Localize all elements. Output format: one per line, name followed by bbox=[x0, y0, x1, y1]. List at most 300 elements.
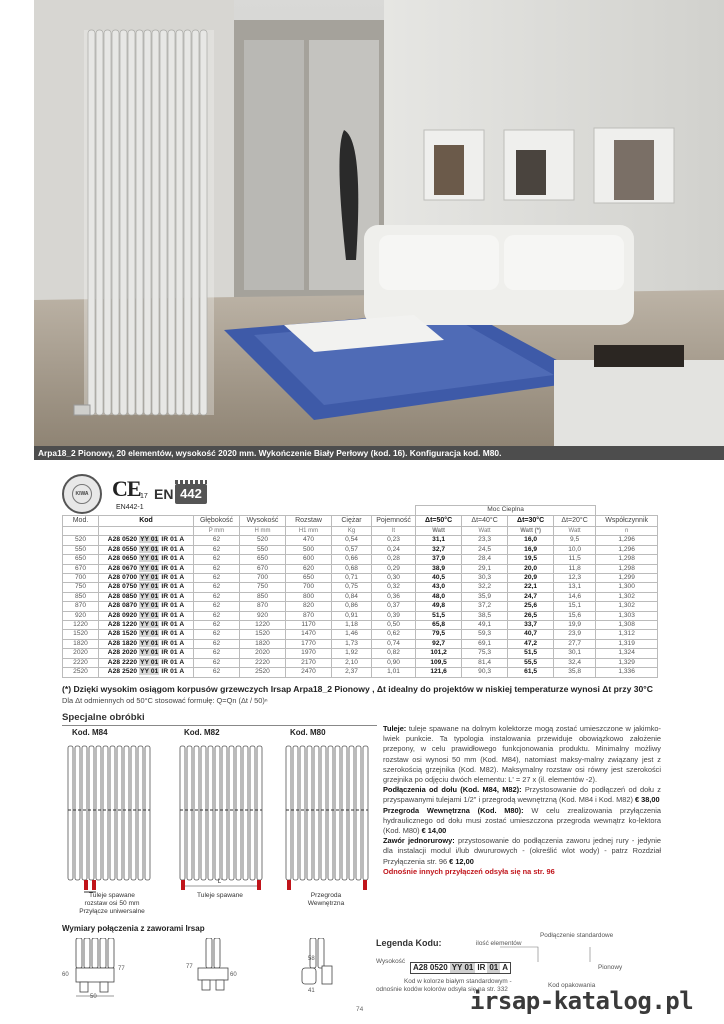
cell-w20: 23,9 bbox=[554, 630, 596, 639]
zaw-label: Zawór jednorurowy: bbox=[383, 836, 455, 846]
cell-n: 1,299 bbox=[596, 574, 658, 583]
cell-mod: 2520 bbox=[63, 668, 99, 677]
valve-drawing-1 bbox=[62, 938, 142, 1002]
pod-label: Podłączenia od dołu (Kod. M84, M82): bbox=[383, 785, 522, 795]
cell-lt: 0,23 bbox=[372, 536, 416, 545]
cell-p: 62 bbox=[194, 545, 240, 554]
variant-caption: rozstaw osi 50 mm bbox=[84, 900, 140, 907]
cell-h: 700 bbox=[240, 574, 286, 583]
cell-mod: 870 bbox=[63, 602, 99, 611]
cell-mod: 700 bbox=[63, 574, 99, 583]
cell-mod: 1820 bbox=[63, 639, 99, 648]
cell-w30: 47,2 bbox=[508, 639, 554, 648]
table-row bbox=[63, 668, 658, 677]
cell-lt: 0,37 bbox=[372, 602, 416, 611]
unit-cell: Kg bbox=[332, 527, 372, 536]
cell-mod: 850 bbox=[63, 592, 99, 601]
connection-drawing-2 bbox=[186, 938, 246, 1002]
cell-h1: 500 bbox=[286, 545, 332, 554]
cell-n: 1,302 bbox=[596, 592, 658, 601]
cell-kod bbox=[99, 621, 194, 630]
cell-n: 1,336 bbox=[596, 668, 658, 677]
cell-w30: 25,6 bbox=[508, 602, 554, 611]
cell-mod: 520 bbox=[63, 536, 99, 545]
hero-photo bbox=[34, 0, 724, 446]
cell-w30: 16,0 bbox=[508, 536, 554, 545]
cell-p: 62 bbox=[194, 592, 240, 601]
cell-p: 62 bbox=[194, 536, 240, 545]
kod-part: IR 01 bbox=[161, 621, 178, 629]
kod-part: IR 01 bbox=[161, 555, 178, 563]
cell-w30: 24,7 bbox=[508, 592, 554, 601]
legend-elements-label: ilość elementów bbox=[476, 940, 522, 947]
cell-h1: 620 bbox=[286, 564, 332, 573]
variant-caption: Tuleje spawane bbox=[197, 892, 243, 899]
kod-part: A bbox=[179, 592, 185, 600]
cell-kg: 1,73 bbox=[332, 639, 372, 648]
cell-h: 2020 bbox=[240, 649, 286, 658]
variant-m84 bbox=[62, 728, 162, 918]
kod-part: A bbox=[179, 611, 185, 619]
note-bold: (*) Dzięki wysokim osiągom korpusów grzewczych Irsap Arpa18_2 Pionowy , Δt idealny do projektów w niskiej temperaturze wynosi Δt przy 30°C bbox=[62, 684, 653, 694]
ce-year: 17 bbox=[140, 493, 148, 500]
kod-part: A28 0700 bbox=[107, 574, 138, 582]
cell-w20: 27,7 bbox=[554, 639, 596, 648]
kod-part: A28 2020 bbox=[107, 649, 138, 657]
photo-caption: Arpa18_2 Pionowy, 20 elementów, wysokość 2020 mm. Wykończenie Biały Perłowy (kod. 16). Konfiguracja kod. M80. bbox=[38, 448, 502, 458]
variant-caption: Przegroda bbox=[310, 892, 342, 899]
cell-kod bbox=[99, 630, 194, 639]
cell-kg: 0,57 bbox=[332, 545, 372, 554]
kod-part: YY 01 bbox=[140, 621, 159, 629]
table-header-row bbox=[63, 516, 658, 527]
unit-cell: Watt (*) bbox=[508, 527, 554, 536]
cell-h1: 870 bbox=[286, 611, 332, 620]
tuleje-label: Tuleje: bbox=[383, 724, 407, 733]
tuleje-text: tuleje spawane na dolnym kolektorze mogą zostać umieszczone w jakimko-lwiek punkcie. Ta typologia instalowania przewiduje obowiązkowo założenie przepony, w celu prawidłowego funkcjonowania produktu. Minimalny możliwy rozstaw osi wynosi 50 mm (Kod. M84), natomiast maksy-malny związany jest z szerokością grzejnika (Kod. M82). Maksymalny rozstaw osi równy jest szerokości grzejnika po odjęciu dwóch elementu: L' = 27 x (il. elementów -2). bbox=[383, 724, 661, 785]
variant-title: Kod. M80 bbox=[290, 728, 326, 737]
col-header: Pojemność bbox=[372, 516, 416, 527]
cell-kg: 0,86 bbox=[332, 602, 372, 611]
radiator-m82-drawing bbox=[170, 740, 270, 900]
pod-text: Przystosowanie do podłączeń od dołu z przyspawanymi tulejami 1/2" i przegrodą wewnętrzną (Kod. M84 i Kod. M82) bbox=[383, 785, 661, 805]
radiator-m84-drawing bbox=[62, 740, 162, 900]
cell-w30: 40,7 bbox=[508, 630, 554, 639]
kod-part: IR 01 bbox=[161, 592, 178, 600]
cell-h: 1820 bbox=[240, 639, 286, 648]
col-header: Δt=50°C bbox=[416, 516, 462, 527]
legend-title: Legenda Kodu: bbox=[376, 938, 442, 948]
cell-kod bbox=[99, 564, 194, 573]
cell-w20: 19,9 bbox=[554, 621, 596, 630]
kod-part: YY 01 bbox=[140, 630, 159, 638]
kod-part: YY 01 bbox=[140, 668, 159, 676]
col-header: Ciężar bbox=[332, 516, 372, 527]
page-number: 74 bbox=[356, 1006, 364, 1013]
table-row bbox=[63, 574, 658, 583]
cell-p: 62 bbox=[194, 555, 240, 564]
kod-part: A28 1220 bbox=[107, 621, 138, 629]
col-header: Rozstaw bbox=[286, 516, 332, 527]
cell-h1: 1470 bbox=[286, 630, 332, 639]
kod-part: A bbox=[179, 536, 185, 544]
kod-part: YY 01 bbox=[140, 611, 159, 619]
cell-h1: 800 bbox=[286, 592, 332, 601]
cell-h: 850 bbox=[240, 592, 286, 601]
cell-w20: 13,1 bbox=[554, 583, 596, 592]
unit-cell: n bbox=[596, 527, 658, 536]
kod-part: IR 01 bbox=[161, 574, 178, 582]
cell-w40: 24,5 bbox=[462, 545, 508, 554]
cell-mod: 750 bbox=[63, 583, 99, 592]
variant-caption: Przyłącze uniwersalne bbox=[79, 908, 145, 915]
cell-kg: 0,75 bbox=[332, 583, 372, 592]
legend-package-label: Kod opakowania bbox=[548, 982, 596, 989]
kod-part: A bbox=[179, 658, 185, 666]
kod-part: A28 0520 bbox=[107, 536, 138, 544]
cell-w40: 49,1 bbox=[462, 621, 508, 630]
cell-w20: 10,0 bbox=[554, 545, 596, 554]
cell-h: 870 bbox=[240, 602, 286, 611]
cell-h1: 1970 bbox=[286, 649, 332, 658]
cell-p: 62 bbox=[194, 602, 240, 611]
dim-a1: 60 bbox=[62, 972, 69, 978]
cell-n: 1,296 bbox=[596, 536, 658, 545]
table-row bbox=[63, 639, 658, 648]
kod-part: A28 1820 bbox=[107, 639, 138, 647]
cell-w40: 23,3 bbox=[462, 536, 508, 545]
variant-caption: Tuleje spawane bbox=[89, 892, 135, 899]
cell-h1: 2470 bbox=[286, 668, 332, 677]
cell-w50: 109,5 bbox=[416, 658, 462, 667]
legend-leader-lines bbox=[410, 944, 620, 964]
code-part: YY 01 bbox=[451, 963, 474, 972]
cell-w40: 28,4 bbox=[462, 555, 508, 564]
cell-w40: 35,9 bbox=[462, 592, 508, 601]
kod-part: YY 01 bbox=[140, 555, 159, 563]
cell-w50: 101,2 bbox=[416, 649, 462, 658]
spec-table-body bbox=[63, 536, 658, 677]
kod-part: YY 01 bbox=[140, 658, 159, 666]
dim-c2: 41 bbox=[308, 988, 315, 994]
cell-h1: 650 bbox=[286, 574, 332, 583]
ce-mark: CE bbox=[112, 476, 141, 501]
cell-w50: 51,5 bbox=[416, 611, 462, 620]
table-unit-row bbox=[63, 527, 658, 536]
cell-w30: 61,5 bbox=[508, 668, 554, 677]
cell-lt: 0,24 bbox=[372, 545, 416, 554]
code-part: 01 bbox=[489, 963, 499, 972]
kod-part: A28 1520 bbox=[107, 630, 138, 638]
cell-w50: 49,8 bbox=[416, 602, 462, 611]
kod-part: YY 01 bbox=[140, 602, 159, 610]
legend-color-label-2: odnośnie kodów kolorów odsyła się na str. 332 bbox=[376, 986, 508, 993]
table-row bbox=[63, 583, 658, 592]
kod-part: A28 0670 bbox=[107, 564, 138, 572]
cell-h: 2220 bbox=[240, 658, 286, 667]
pod-price: € 38,00 bbox=[634, 795, 660, 805]
code-part: A bbox=[502, 963, 509, 972]
kod-part: A bbox=[179, 564, 185, 572]
kod-part: YY 01 bbox=[140, 545, 159, 553]
cell-w50: 79,5 bbox=[416, 630, 462, 639]
cell-mod: 2020 bbox=[63, 649, 99, 658]
cell-kod bbox=[99, 545, 194, 554]
special-title: Specjalne obróbki bbox=[62, 712, 145, 723]
cell-kg: 0,54 bbox=[332, 536, 372, 545]
variant-title: Kod. M84 bbox=[72, 728, 108, 737]
cell-w20: 30,1 bbox=[554, 649, 596, 658]
kod-part: A28 0920 bbox=[107, 611, 138, 619]
legend-color-label: Kod w kolorze białym standardowym - bbox=[404, 978, 512, 985]
cell-h: 1520 bbox=[240, 630, 286, 639]
cell-kg: 1,92 bbox=[332, 649, 372, 658]
kod-part: A28 0650 bbox=[107, 555, 138, 563]
cell-p: 62 bbox=[194, 658, 240, 667]
cell-h: 650 bbox=[240, 555, 286, 564]
connection-drawing-1 bbox=[62, 938, 142, 1002]
cell-w40: 32,2 bbox=[462, 583, 508, 592]
zaw-text: przystosowanie do podłączenia zaworu jednej rury - jedynie dla instalacji modul i/lub dwururowych - (określić wlot wody) - patrz Rozdział Przyłączenia str. 96 bbox=[383, 836, 661, 866]
cell-h: 670 bbox=[240, 564, 286, 573]
cell-n: 1,329 bbox=[596, 658, 658, 667]
cell-n: 1,308 bbox=[596, 621, 658, 630]
cell-lt: 0,90 bbox=[372, 658, 416, 667]
variant-m80 bbox=[276, 728, 376, 918]
cell-mod: 1220 bbox=[63, 621, 99, 630]
en-logo-number: 442 bbox=[175, 484, 207, 504]
kod-part: YY 01 bbox=[140, 536, 159, 544]
cell-kod bbox=[99, 639, 194, 648]
cell-w20: 9,5 bbox=[554, 536, 596, 545]
cell-kg: 0,71 bbox=[332, 574, 372, 583]
col-header: Δt=40°C bbox=[462, 516, 508, 527]
cell-w20: 11,8 bbox=[554, 564, 596, 573]
cell-w30: 20,0 bbox=[508, 564, 554, 573]
cell-kod bbox=[99, 611, 194, 620]
cell-kod bbox=[99, 555, 194, 564]
cell-kod bbox=[99, 536, 194, 545]
unit-cell: H1 mm bbox=[286, 527, 332, 536]
col-header: Współczynnik bbox=[596, 516, 658, 527]
cell-h: 2520 bbox=[240, 668, 286, 677]
kod-part: IR 01 bbox=[161, 583, 178, 591]
cell-p: 62 bbox=[194, 611, 240, 620]
dim-a3: 50 bbox=[90, 994, 97, 1000]
unit-cell: Watt bbox=[462, 527, 508, 536]
cell-w30: 20,9 bbox=[508, 574, 554, 583]
note-formula: Dla Δt odmiennych od 50°C stosować formułę: Q=Qn (Δt / 50)ⁿ bbox=[62, 696, 268, 705]
cell-h1: 1170 bbox=[286, 621, 332, 630]
table-row bbox=[63, 555, 658, 564]
table-row bbox=[63, 658, 658, 667]
cell-kod bbox=[99, 668, 194, 677]
cell-p: 62 bbox=[194, 574, 240, 583]
kod-part: IR 01 bbox=[161, 658, 178, 666]
kod-part: YY 01 bbox=[140, 574, 159, 582]
en-logo-word: EN bbox=[154, 486, 174, 502]
cell-p: 62 bbox=[194, 639, 240, 648]
kod-part: A28 0870 bbox=[107, 602, 138, 610]
cell-n: 1,303 bbox=[596, 611, 658, 620]
cell-mod: 670 bbox=[63, 564, 99, 573]
cell-w20: 12,3 bbox=[554, 574, 596, 583]
cell-w40: 29,1 bbox=[462, 564, 508, 573]
unit-cell bbox=[63, 527, 99, 536]
description-text bbox=[383, 724, 661, 877]
cell-p: 62 bbox=[194, 621, 240, 630]
kod-part: IR 01 bbox=[161, 564, 178, 572]
cell-lt: 0,32 bbox=[372, 583, 416, 592]
kod-part: YY 01 bbox=[140, 564, 159, 572]
kod-part: A28 0550 bbox=[107, 545, 138, 553]
group-header: Moc Cieplna bbox=[416, 506, 596, 516]
connection-drawing-3 bbox=[296, 938, 356, 1002]
kod-part: IR 01 bbox=[161, 611, 178, 619]
cell-w50: 32,7 bbox=[416, 545, 462, 554]
cell-w20: 11,5 bbox=[554, 555, 596, 564]
legend-connection-label: Podłączenie standardowe bbox=[540, 932, 614, 939]
cell-h1: 1770 bbox=[286, 639, 332, 648]
cell-w50: 48,0 bbox=[416, 592, 462, 601]
cell-mod: 2220 bbox=[63, 658, 99, 667]
connection-title: Wymiary połączenia z zaworami Irsap bbox=[62, 924, 205, 933]
cell-kod bbox=[99, 574, 194, 583]
cell-w20: 32,4 bbox=[554, 658, 596, 667]
cell-h1: 470 bbox=[286, 536, 332, 545]
cell-h: 920 bbox=[240, 611, 286, 620]
cell-w50: 31,1 bbox=[416, 536, 462, 545]
dim-b1: 77 bbox=[186, 964, 193, 970]
watermark: irsap-katalog.pl bbox=[470, 987, 694, 1015]
cell-mod: 550 bbox=[63, 545, 99, 554]
unit-cell: P mm bbox=[194, 527, 240, 536]
dimension-label: L' bbox=[217, 879, 223, 885]
kod-part: A28 2220 bbox=[107, 658, 138, 666]
kod-part: A bbox=[179, 649, 185, 657]
table-row bbox=[63, 592, 658, 601]
cell-h: 1220 bbox=[240, 621, 286, 630]
cell-w20: 35,8 bbox=[554, 668, 596, 677]
cell-lt: 0,50 bbox=[372, 621, 416, 630]
cell-w30: 51,5 bbox=[508, 649, 554, 658]
radiator-m80-drawing bbox=[276, 740, 376, 900]
cell-w50: 43,0 bbox=[416, 583, 462, 592]
col-header: Δt=20°C bbox=[554, 516, 596, 527]
table-row bbox=[63, 545, 658, 554]
dim-a2: 77 bbox=[118, 966, 125, 972]
cell-h1: 600 bbox=[286, 555, 332, 564]
legend-vertical-label: Pionowy bbox=[598, 964, 623, 971]
divider bbox=[62, 725, 377, 726]
table-row bbox=[63, 649, 658, 658]
cell-kod bbox=[99, 583, 194, 592]
legend-height-label: Wysokość bbox=[376, 958, 406, 965]
spec-table bbox=[62, 505, 658, 678]
cell-n: 1,298 bbox=[596, 555, 658, 564]
kiwa-seal-mark: KIWA bbox=[72, 484, 92, 504]
cell-w30: 16,9 bbox=[508, 545, 554, 554]
kod-part: A bbox=[179, 583, 185, 591]
cell-kod bbox=[99, 658, 194, 667]
cell-w40: 38,5 bbox=[462, 611, 508, 620]
col-header: Wysokość bbox=[240, 516, 286, 527]
cell-w40: 75,3 bbox=[462, 649, 508, 658]
kod-part: IR 01 bbox=[161, 649, 178, 657]
cell-kg: 0,84 bbox=[332, 592, 372, 601]
cell-p: 62 bbox=[194, 649, 240, 658]
cell-n: 1,312 bbox=[596, 630, 658, 639]
cell-w20: 15,1 bbox=[554, 602, 596, 611]
table-row bbox=[63, 602, 658, 611]
table-row bbox=[63, 630, 658, 639]
col-header: Mod. bbox=[63, 516, 99, 527]
cell-h: 520 bbox=[240, 536, 286, 545]
cell-w30: 33,7 bbox=[508, 621, 554, 630]
cell-lt: 0,28 bbox=[372, 555, 416, 564]
cell-w40: 37,2 bbox=[462, 602, 508, 611]
cell-p: 62 bbox=[194, 583, 240, 592]
kod-part: IR 01 bbox=[161, 639, 178, 647]
cell-lt: 0,30 bbox=[372, 574, 416, 583]
cell-w30: 19,5 bbox=[508, 555, 554, 564]
en442-label: EN442-1 bbox=[116, 504, 144, 511]
variant-title: Kod. M82 bbox=[184, 728, 220, 737]
kod-part: YY 01 bbox=[140, 649, 159, 657]
col-header: Głębokość bbox=[194, 516, 240, 527]
col-header: Kod bbox=[99, 516, 194, 527]
kod-part: YY 01 bbox=[140, 639, 159, 647]
cell-kg: 0,66 bbox=[332, 555, 372, 564]
unit-cell: Watt bbox=[554, 527, 596, 536]
cell-h1: 820 bbox=[286, 602, 332, 611]
cell-h: 750 bbox=[240, 583, 286, 592]
unit-cell: Watt bbox=[416, 527, 462, 536]
variant-caption: Wewnętrzna bbox=[307, 900, 345, 907]
table-row bbox=[63, 536, 658, 545]
table-row bbox=[63, 564, 658, 573]
cell-lt: 0,74 bbox=[372, 639, 416, 648]
dim-c1: 58 bbox=[308, 956, 315, 962]
valve-drawing-3 bbox=[296, 938, 356, 1002]
cell-h1: 2170 bbox=[286, 658, 332, 667]
cell-h: 550 bbox=[240, 545, 286, 554]
cell-lt: 0,82 bbox=[372, 649, 416, 658]
kod-part: IR 01 bbox=[161, 536, 178, 544]
cell-w50: 38,9 bbox=[416, 564, 462, 573]
kod-part: YY 01 bbox=[140, 592, 159, 600]
cell-w30: 55,5 bbox=[508, 658, 554, 667]
cell-lt: 0,39 bbox=[372, 611, 416, 620]
interior-illustration bbox=[34, 0, 724, 446]
variant-m82 bbox=[170, 728, 270, 918]
kod-part: A bbox=[179, 602, 185, 610]
kod-part: A bbox=[179, 668, 185, 676]
prz-label: Przegroda Wewnętrzna (Kod. M80): bbox=[383, 805, 524, 815]
cell-n: 1,300 bbox=[596, 583, 658, 592]
cell-kod bbox=[99, 592, 194, 601]
kod-part: IR 01 bbox=[161, 602, 178, 610]
code-part: A28 0520 bbox=[413, 963, 448, 972]
cell-w40: 90,3 bbox=[462, 668, 508, 677]
kod-part: IR 01 bbox=[161, 668, 178, 676]
unit-cell bbox=[99, 527, 194, 536]
cell-p: 62 bbox=[194, 630, 240, 639]
kod-part: A bbox=[179, 630, 185, 638]
code-part: IR bbox=[477, 963, 486, 972]
cell-kg: 1,18 bbox=[332, 621, 372, 630]
cell-w40: 59,3 bbox=[462, 630, 508, 639]
